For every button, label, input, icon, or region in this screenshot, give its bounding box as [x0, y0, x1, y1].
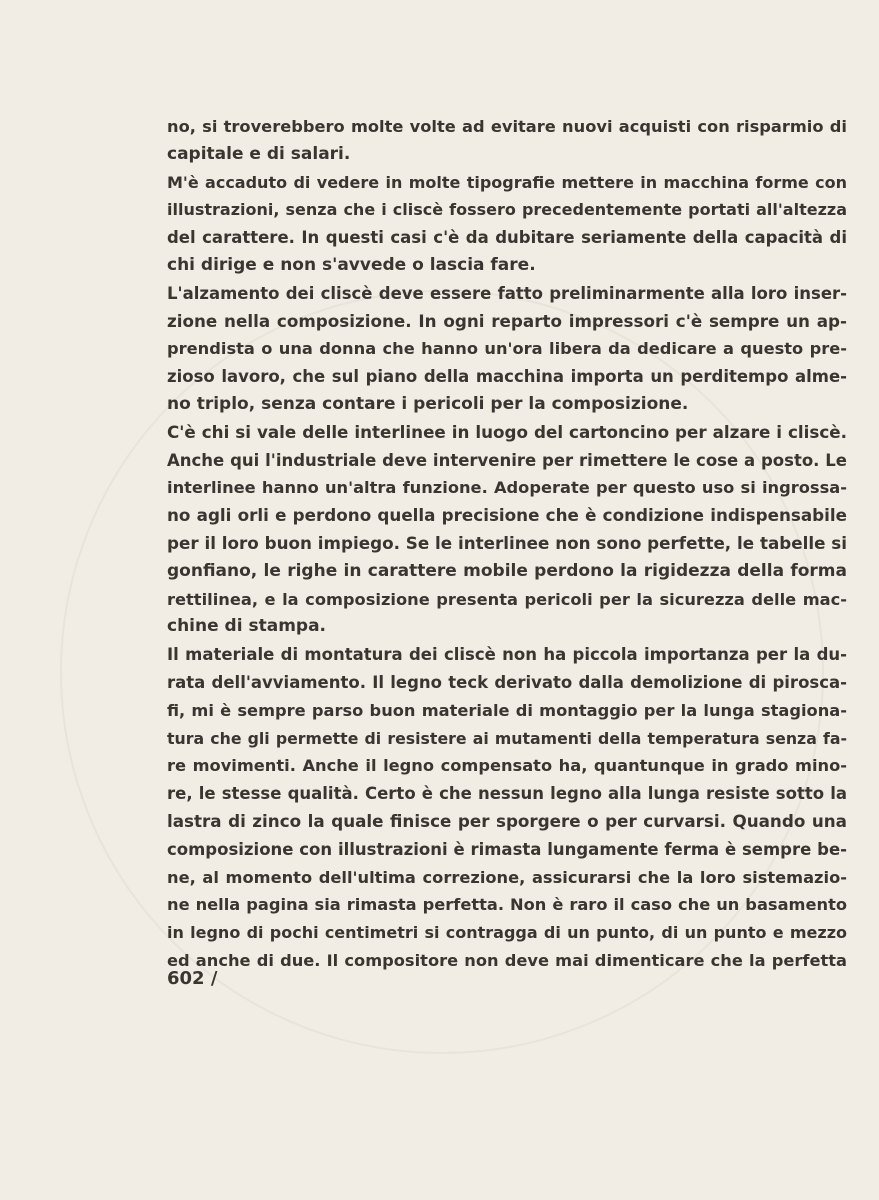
text-line: Anche qui l'industriale deve intervenire per rimettere le cose a posto. Le: [167, 450, 847, 470]
text-line: L'alzamento dei cliscè deve essere fatto preliminarmente alla loro inser-: [167, 283, 847, 303]
text-line: per il loro buon impiego. Se le interlinee non sono perfette, le tabelle si: [167, 532, 847, 553]
text-line: in legno di pochi centimetri si contragga di un punto, di un punto e mezzo: [167, 923, 847, 943]
text-line: re movimenti. Anche il legno compensato ha, quantunque in grado mino-: [167, 756, 847, 776]
text-line: C'è chi si vale delle interlinee in luogo del cartoncino per alzare i cliscè.: [167, 421, 847, 442]
text-line: rata dell'avviamento. Il legno teck derivato dalla demolizione di pirosca-: [167, 672, 847, 692]
text-line: Il materiale di montatura dei cliscè non ha piccola importanza per la du-: [167, 645, 847, 665]
text-line: illustrazioni, senza che i cliscè fossero precedentemente portati all'altezza: [167, 200, 847, 220]
text-line: chi dirige e non s'avvede o lascia fare.: [167, 254, 536, 275]
text-line: del carattere. In questi casi c'è da dubitare seriamente della capacità di: [167, 228, 847, 248]
text-line: zioso lavoro, che sul piano della macchina importa un perditempo alme-: [167, 367, 847, 387]
text-line: no agli orli e perdono quella precisione che è condizione indispensabile: [167, 505, 847, 526]
text-line: zione nella composizione. In ogni reparto impressori c'è sempre un ap-: [167, 310, 847, 331]
text-line: gonfiano, le righe in carattere mobile perdono la rigidezza della forma: [167, 560, 847, 581]
text-line: ne, al momento dell'ultima correzione, assicurarsi che la loro sistemazio-: [167, 867, 847, 887]
page-number: 602 /: [167, 968, 218, 989]
text-line: interlinee hanno un'altra funzione. Adoperate per questo uso si ingrossa-: [167, 478, 847, 498]
body-text: [167, 113, 847, 975]
text-line: composizione con illustrazioni è rimasta lungamente ferma è sempre be-: [167, 839, 847, 859]
text-line: rettilinea, e la composizione presenta pericoli per la sicurezza delle mac-: [167, 589, 847, 609]
text-line: re, le stesse qualità. Certo è che nessun legno alla lunga resiste sotto la: [167, 784, 847, 804]
text-line: ed anche di due. Il compositore non deve mai dimenticare che la perfetta: [167, 950, 847, 970]
text-line: fi, mi è sempre parso buon materiale di montaggio per la lunga stagiona-: [167, 700, 847, 720]
text-line: capitale e di salari.: [167, 143, 351, 164]
text-line: chine di stampa.: [167, 616, 327, 637]
text-line: M'è accaduto di vedere in molte tipografie mettere in macchina forme con: [167, 172, 847, 192]
text-line: lastra di zinco la quale finisce per sporgere o per curvarsi. Quando una: [167, 810, 847, 831]
text-line: ne nella pagina sia rimasta perfetta. Non è raro il caso che un basamento: [167, 895, 847, 915]
text-line: prendista o una donna che hanno un'ora libera da dedicare a questo pre-: [167, 339, 847, 359]
text-line: tura che gli permette di resistere ai mutamenti della temperatura senza fa-: [167, 728, 847, 748]
text-line: no, si troverebbero molte volte ad evitare nuovi acquisti con risparmio di: [167, 117, 847, 136]
text-line: no triplo, senza contare i pericoli per la composizione.: [167, 393, 689, 414]
